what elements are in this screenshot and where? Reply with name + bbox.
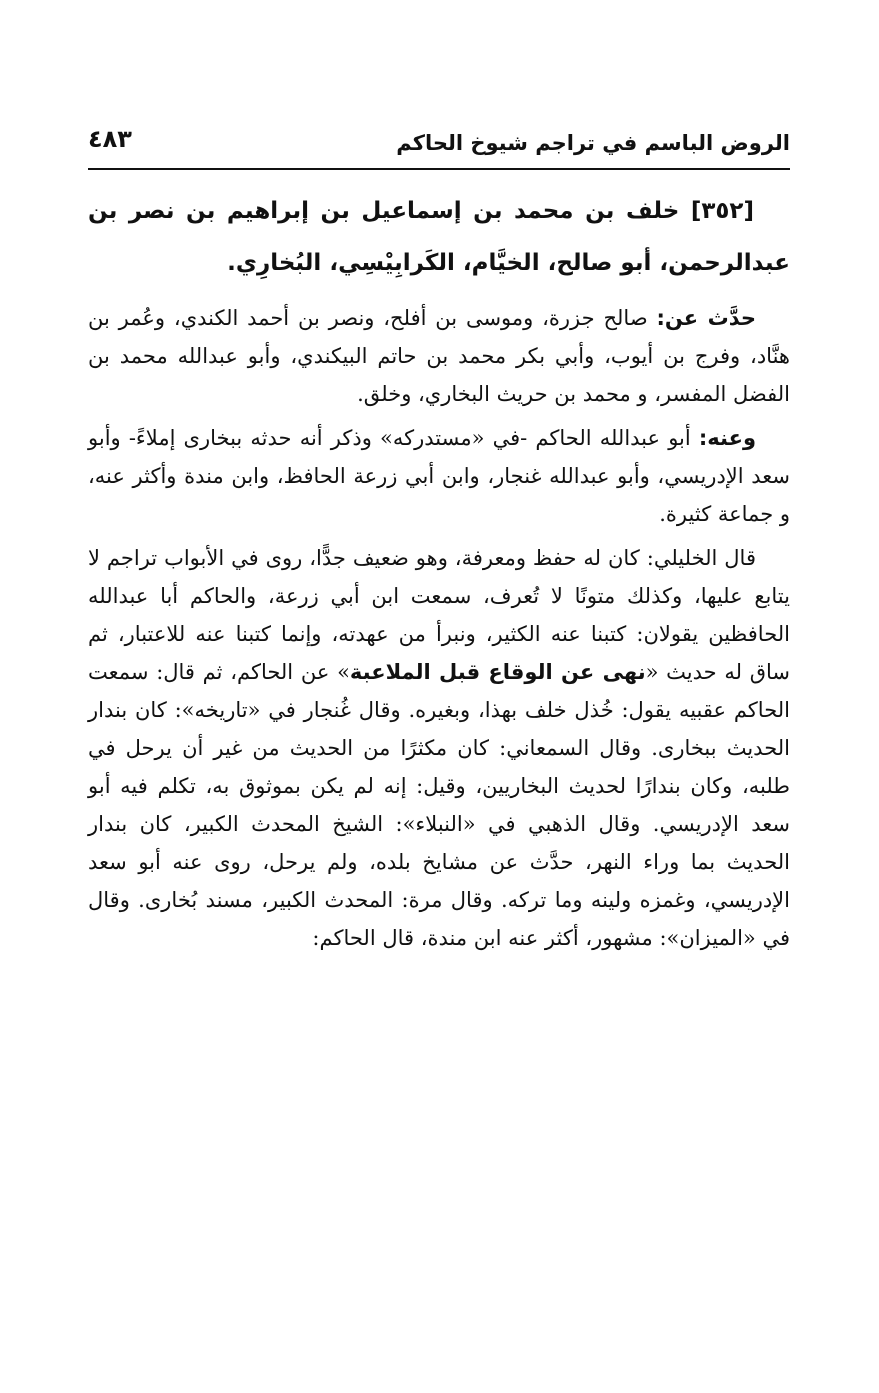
running-title: الروض الباسم في تراجم شيوخ الحاكم: [396, 131, 790, 155]
narrated-by-paragraph: [88, 419, 790, 533]
narrated-from-label: حدَّث عن:: [656, 306, 756, 330]
narrated-from-paragraph: [88, 299, 790, 413]
main-text: [88, 185, 790, 963]
header-rule: [88, 168, 790, 170]
running-header: [88, 118, 790, 168]
hadith-title: نهى عن الوقاع قبل الملاعبة: [349, 660, 646, 684]
assessment-paragraph: [88, 539, 790, 957]
assessment-text-end: » عن الحاكم، ثم قال: سمعت الحاكم عقبيه يقول: خُذل خلف بهذا، وبغيره. وقال غُنجار في «تاريخه»: كان بندار الحديث ببخارى. وقال السمعاني: كان مكثرًا من الحديث من غير أن يرحل في طلبه، وكان بندارًا لحديث البخاريين، وقيل: إنه لم يكن بموثوق به، تكلم فيه أبو سعد الإدريسي. وقال الذهبي في «النبلاء»: الشيخ المحدث الكبير، كان بندار الحديث بما وراء النهر، حدَّث عن مشايخ بلده، ولم يرحل، روى عنه أبو سعد الإدريسي، وغمزه ولينه وما تركه. وقال مرة: المحدث الكبير، مسند بُخارى. وقال في «الميزان»: مشهور، أكثر عنه ابن مندة، قال الحاكم:: [88, 660, 790, 950]
narrated-by-label: وعنه:: [698, 426, 756, 450]
entry-heading: [٣٥٢] خلف بن محمد بن إسماعيل بن إبراهيم بن نصر بن عبدالرحمن، أبو صالح، الخيَّام، الكَرابِيْسِي، البُخارِي.: [88, 198, 790, 276]
assessment-text-start: قال الخليلي: كان له حفظ ومعرفة، وهو ضعيف جدًّا، روى في الأبواب تراجم لا يتابع عليها، وكذلك متونًا لا تُعرف، سمعت ابن أبي زرعة، والحاكم أبا عبدالله الحافظين يقولان: كتبنا عنه الكثير، ونبرأ من عهدته، وإنما كتبنا عنه للاعتبار، ثم ساق له حديث «: [88, 546, 790, 684]
narrated-from-text: صالح جزرة، وموسى بن أفلح، ونصر بن أحمد الكندي، وعُمر بن هنَّاد، وفرج بن أيوب، وأبي بكر محمد بن حاتم البيكندي، وأبو عبدالله محمد بن الفضل المفسر، و محمد بن حريث البخاري، وخلق.: [88, 306, 790, 406]
page-number: ٤٨٣: [88, 125, 132, 153]
narrated-by-text: أبو عبدالله الحاكم -في «مستدركه» وذكر أنه حدثه ببخارى إملاءً- وأبو سعد الإدريسي، وأبو عبدالله غنجار، وابن أبي زرعة الحافظ، وابن مندة وأكثر عنه، و جماعة كثيرة.: [88, 426, 790, 526]
